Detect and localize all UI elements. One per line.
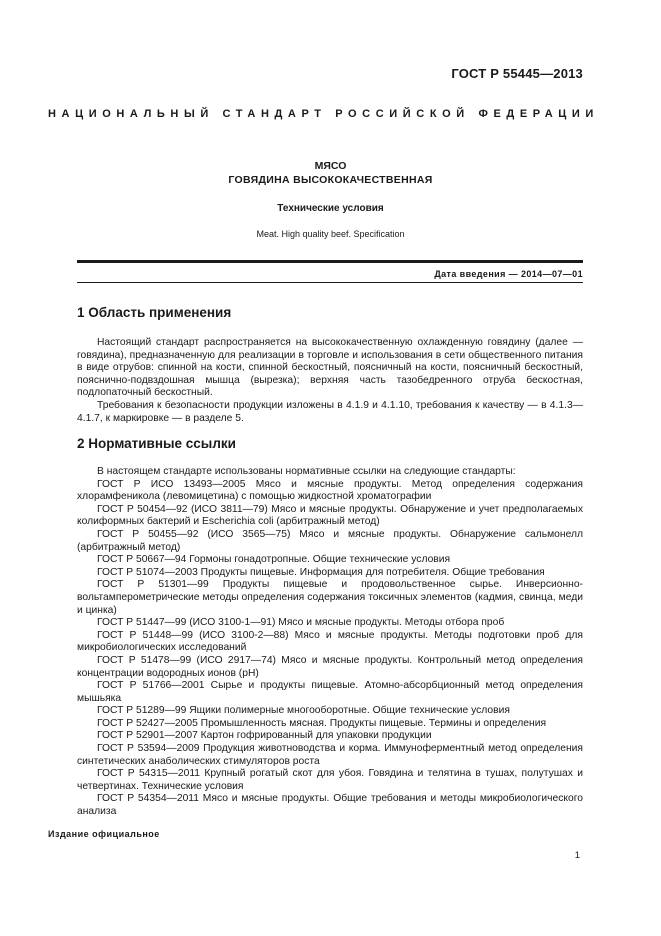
section-2-body: [77, 466, 583, 819]
paragraph: Требования к безопасности продукции изложены в 4.1.9 и 4.1.10, требования к качеству — в 4.1.3—4.1.7, к маркировке — в разделе 5.: [77, 399, 583, 424]
title-line-1: МЯСО: [314, 160, 347, 172]
subtitle: Технические условия: [277, 203, 384, 214]
thin-divider: [77, 282, 583, 283]
section-1-body: [77, 337, 583, 425]
reference-item: ГОСТ Р 54315—2011 Крупный рогатый скот для убоя. Говядина и телятина в тушах, полутушах и четвертинах. Технические условия: [77, 768, 583, 792]
reference-item: ГОСТ Р 52901—2007 Картон гофрированный для упаковки продукции: [97, 730, 432, 742]
reference-item: ГОСТ Р 51447—99 (ИСО 3100-1—91) Мясо и мясные продукты. Методы отбора проб: [97, 617, 505, 629]
reference-item: ГОСТ Р 54354—2011 Мясо и мясные продукты. Общие требования и методы микробиологического анализа: [77, 793, 583, 818]
introduction-date: Дата введения — 2014—07—01: [434, 269, 583, 279]
paragraph: Настоящий стандарт распространяется на высококачественную охлажденную говядину (далее — говядина), предназначенную для реализации в торговле и использования в сети общественного питания в виде отрубов: спинной на кости, спинной бескостный, поясничный на кости, поясничный бескостный, пояснично-подвздошная мышца (вырезка); верхняя часть тазобедренного отруба бескостная, подлопаточный бескостный.: [77, 337, 583, 399]
title-line-2: ГОВЯДИНА ВЫСОКОКАЧЕСТВЕННАЯ: [228, 174, 433, 186]
section-1-heading: 1 Область применения: [77, 305, 232, 320]
thick-divider: [77, 260, 583, 263]
english-title: Meat. High quality beef. Specification: [256, 229, 405, 239]
section-2-heading: 2 Нормативные ссылки: [77, 436, 236, 451]
reference-item: ГОСТ Р 50667—94 Гормоны гонадотропные. Общие технические условия: [97, 554, 451, 566]
reference-item: ГОСТ Р 50454—92 (ИСО 3811—79) Мясо и мясные продукты. Обнаружение и учет предполагаемых колиформных бактерий и Escherichia coli (арбитражный метод): [77, 503, 583, 528]
official-edition-label: Издание официальное: [48, 829, 160, 839]
national-standard-banner: НАЦИОНАЛЬНЫЙ СТАНДАРТ РОССИЙСКОЙ ФЕДЕРАЦИИ: [48, 108, 599, 120]
gost-code: ГОСТ Р 55445—2013: [451, 66, 583, 81]
reference-item: ГОСТ Р 51448—99 (ИСО 3100-2—88) Мясо и мясные продукты. Методы подготовки проб для микробиологических исследований: [77, 629, 583, 654]
paragraph-intro: В настоящем стандарте использованы нормативные ссылки на следующие стандарты:: [97, 466, 516, 477]
reference-item: ГОСТ Р 51074—2003 Продукты пищевые. Информация для потребителя. Общие требования: [97, 566, 545, 578]
reference-item: ГОСТ Р 53594—2009 Продукция животноводства и корма. Иммуноферментный метод определения синтетических анаболических стимуляторов роста: [77, 743, 583, 767]
reference-item: ГОСТ Р 51289—99 Ящики полимерные многооборотные. Общие технические условия: [97, 705, 510, 717]
page-number: 1: [574, 850, 580, 861]
reference-item: ГОСТ Р 52427—2005 Промышленность мясная. Продукты пищевые. Термины и определения: [97, 717, 547, 729]
reference-item: ГОСТ Р 51766—2001 Сырье и продукты пищевые. Атомно-абсорбционный метод определения мышьяка: [77, 680, 583, 704]
reference-item: ГОСТ Р 50455—92 (ИСО 3565—75) Мясо и мясные продукты. Обнаружение сальмонелл (арбитражный метод): [77, 528, 583, 553]
reference-item: ГОСТ Р 51301—99 Продукты пищевые и продовольственное сырье. Инверсионно-вольтамперометрические методы определения содержания токсичных элементов (кадмия, свинца, меди и цинка): [77, 579, 583, 616]
reference-item: ГОСТ Р 51478—99 (ИСО 2917—74) Мясо и мясные продукты. Контрольный метод определения концентрации водородных ионов (рН): [77, 654, 583, 679]
reference-item: ГОСТ Р ИСО 13493—2005 Мясо и мясные продукты. Метод определения содержания хлорамфеникола (левомицетина) с помощью жидкостной хроматографии: [77, 478, 583, 503]
